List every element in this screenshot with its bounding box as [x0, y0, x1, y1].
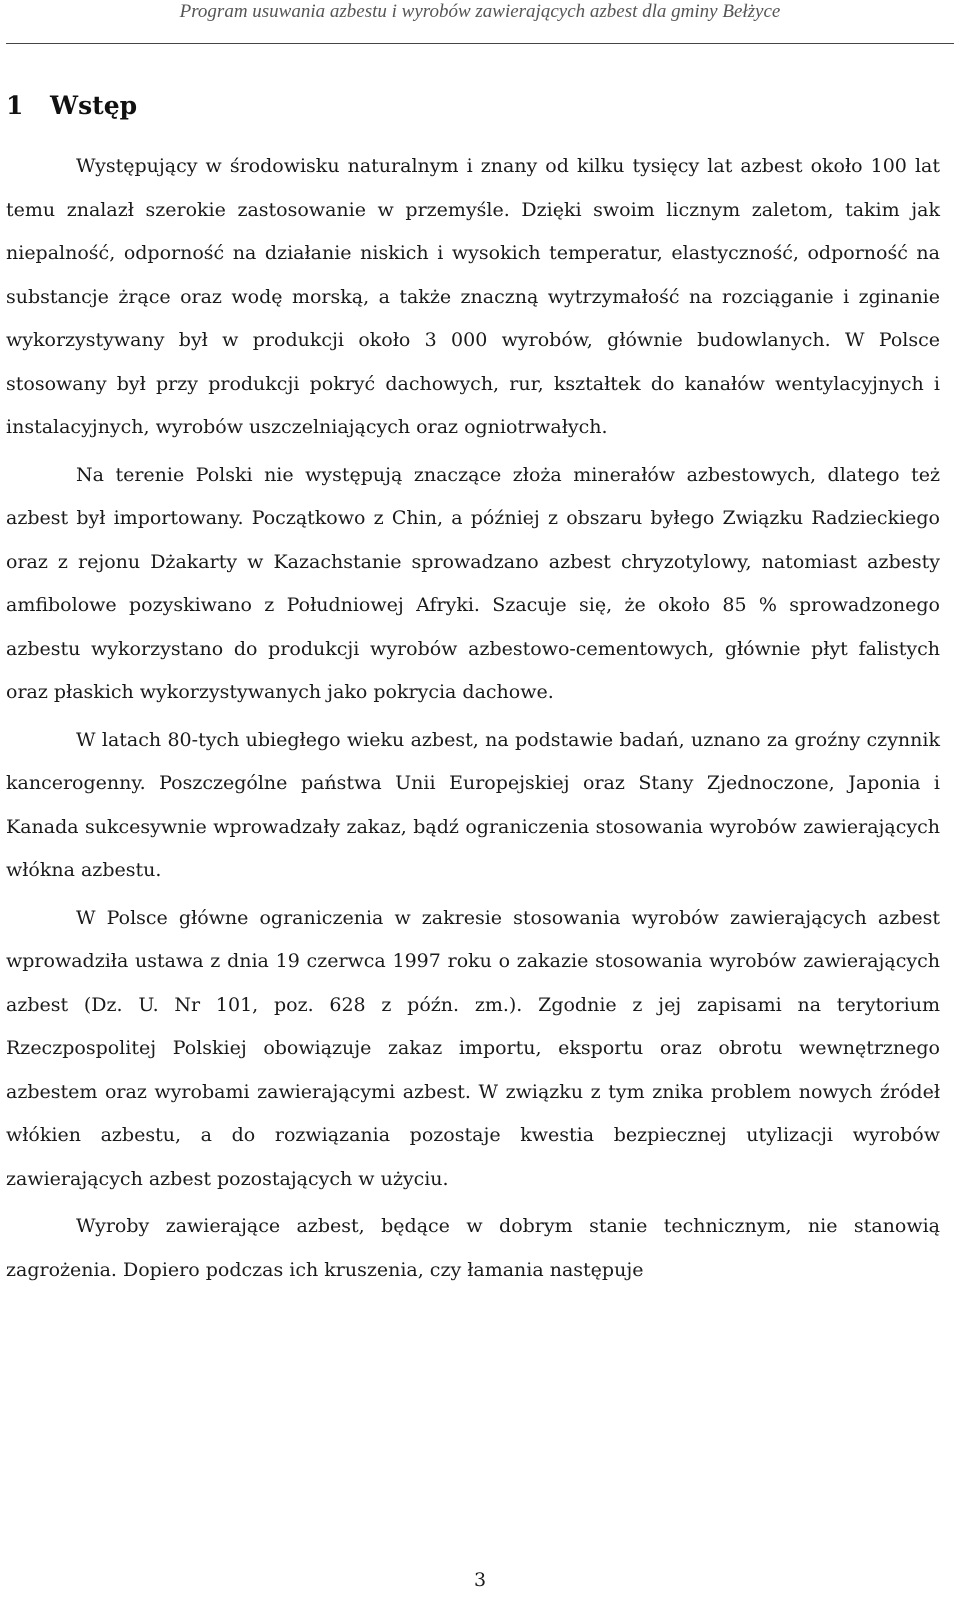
paragraph: W latach 80-tych ubiegłego wieku azbest, na podstawie badań, uznano za groźny czynnik kancerogenny. Poszczególne państwa Unii Europejskiej oraz Stany Zjednoczone, Japonia i Kanada sukcesywnie wprowadzały zakaz, bądź ograniczenia stosowania wyrobów zawierających włókna azbestu.	[6, 728, 940, 881]
paragraph: Na terenie Polski nie występują znaczące złoża minerałów azbestowych, dlatego też azbest był importowany. Początkowo z Chin, a później z obszaru byłego Związku Radzieckiego oraz z rejonu Dżakarty w Kazachstanie sprowadzano azbest chryzotylowy, natomiast azbesty amfibolowe pozyskiwano z Południowej Afryki. Szacuje się, że około 85 % sprowadzonego azbestu wykorzystano do produkcji wyrobów azbestowo-cementowych, głównie płyt falistych oraz płaskich wykorzystywanych jako pokrycia dachowe.	[6, 463, 940, 703]
section-number: 1	[6, 91, 24, 120]
paragraph: W Polsce główne ograniczenia w zakresie stosowania wyrobów zawierających azbest wprowadziła ustawa z dnia 19 czerwca 1997 roku o zakazie stosowania wyrobów zawierających azbest (Dz. U. Nr 101, poz. 628 z późn. zm.). Zgodnie z jej zapisami na terytorium Rzeczpospolitej Polskiej obowiązuje zakaz importu, eksportu oraz obrotu wewnętrznego azbestem oraz wyrobami zawierającymi azbest. W związku z tym znika problem nowych źródeł włókien azbestu, a do rozwiązania pozostaje kwestia bezpiecznej utylizacji wyrobów zawierających azbest pozostających w użyciu.	[6, 906, 940, 1190]
running-header: Program usuwania azbestu i wyrobów zawierających azbest dla gminy Bełżyce	[179, 1, 781, 22]
paragraph: Wyroby zawierające azbest, będące w dobrym stanie technicznym, nie stanowią zagrożenia. Dopiero podczas ich kruszenia, czy łamania następuje	[6, 1215, 940, 1281]
page-number: 3	[473, 1569, 487, 1591]
header-divider	[6, 43, 954, 44]
section-heading	[6, 90, 137, 122]
body-text	[6, 145, 940, 1296]
paragraph: Występujący w środowisku naturalnym i znany od kilku tysięcy lat azbest około 100 lat temu znalazł szerokie zastosowanie w przemyśle. Dzięki swoim licznym zaletom, takim jak niepalność, odporność na działanie niskich i wysokich temperatur, elastyczność, odporność na substancje żrące oraz wodę morską, a także znaczną wytrzymałość na rozciąganie i zginanie wykorzystywany był w produkcji około 3 000 wyrobów, głównie budowlanych. W Polsce stosowany był przy produkcji pokryć dachowych, rur, kształtek do kanałów wentylacyjnych i instalacyjnych, wyrobów uszczelniających oraz ogniotrwałych.	[6, 155, 940, 438]
section-title: Wstęp	[50, 91, 138, 120]
